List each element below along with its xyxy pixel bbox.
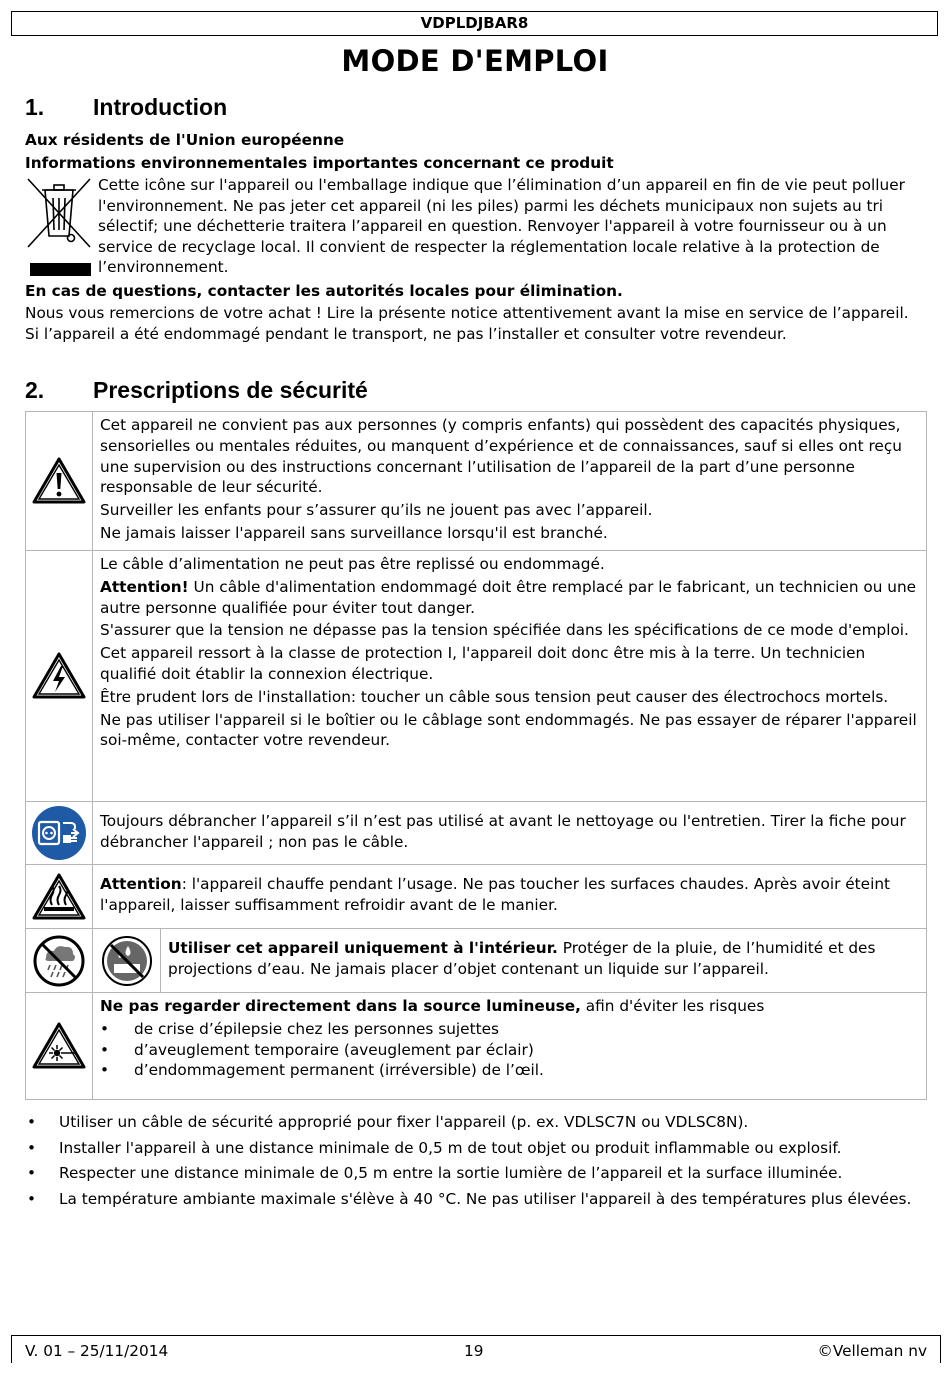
crossed-bin-icon bbox=[25, 176, 93, 250]
safety-icon-cell bbox=[26, 929, 93, 993]
version-date: V. 01 – 25/11/2014 bbox=[25, 1342, 169, 1360]
safety-paragraph: Ne pas utiliser l'appareil si le boîtier ou le câblage sont endommagés. Ne pas essayer de réparer l'appareil soi-même, contacter votre revendeur. bbox=[100, 710, 917, 750]
section-heading-introduction bbox=[25, 94, 227, 121]
model-number: VDPLDJBAR8 bbox=[420, 14, 529, 32]
safety-icon-cell bbox=[26, 993, 93, 1100]
light-source-text: afin d'éviter les risques bbox=[580, 997, 765, 1015]
safety-row-indoor-use bbox=[26, 929, 927, 993]
attention-text: Un câble d'alimentation endommagé doit être remplacé par le fabricant, un technicien ou une autre personne qualifiée pour éviter tout danger. bbox=[100, 577, 917, 617]
section-title: Prescriptions de sécurité bbox=[93, 377, 368, 403]
list-item: • d’aveuglement temporaire (aveuglement par éclair) bbox=[100, 1040, 918, 1061]
attention-label: Attention bbox=[100, 875, 182, 894]
safety-row-light-source bbox=[26, 993, 927, 1100]
safety-paragraph bbox=[100, 874, 918, 916]
no-rain-icon bbox=[32, 934, 86, 988]
safety-paragraph: Cet appareil ressort à la classe de protection I, l'appareil doit donc être mis à la terre. Un technicien qualifié doit établir la connexion électrique. bbox=[100, 644, 866, 683]
section-number: 1. bbox=[25, 94, 45, 120]
safety-paragraph: Ne jamais laisser l'appareil sans surveillance lorsqu'il est branché. bbox=[100, 523, 608, 542]
safety-paragraph bbox=[100, 996, 918, 1017]
section-number: 2. bbox=[25, 377, 45, 403]
page-number: 19 bbox=[464, 1342, 484, 1360]
warning-triangle-icon bbox=[31, 456, 87, 506]
safety-paragraph: Surveiller les enfants pour s’assurer qu’ils ne jouent pas avec l’appareil. bbox=[100, 501, 653, 520]
safety-icon-cell bbox=[26, 551, 93, 802]
light-source-label: Ne pas regarder directement dans la source lumineuse, bbox=[100, 997, 581, 1015]
attention-text: : l'appareil chauffe pendant l’usage. Ne pas toucher les surfaces chaudes. Après avoir éteint l'appareil, laisser suffisamment refroidir avant de le manier. bbox=[100, 875, 891, 914]
safety-table bbox=[25, 411, 927, 1100]
document-title: MODE D'EMPLOI bbox=[341, 44, 609, 78]
safety-icon-cell bbox=[93, 929, 161, 993]
hot-surface-icon bbox=[31, 872, 87, 922]
list-item: • Utiliser un câble de sécurité approprié pour fixer l'appareil (p. ex. VDLSC7N ou VDLSC8N). bbox=[25, 1112, 930, 1133]
laser-radiation-icon bbox=[31, 1021, 87, 1071]
safety-row-electrical bbox=[26, 551, 927, 802]
high-voltage-icon bbox=[31, 651, 87, 701]
safety-text-cell bbox=[93, 993, 927, 1100]
light-risk-list bbox=[100, 1019, 918, 1081]
list-item: • d’endommagement permanent (irréversible) de l’œil. bbox=[100, 1060, 918, 1081]
safety-paragraph: Être prudent lors de l'installation: toucher un câble sous tension peut causer des électrochocs mortels. bbox=[100, 687, 889, 706]
safety-row-unplug bbox=[26, 802, 927, 865]
safety-text-cell bbox=[93, 802, 927, 865]
list-item: • Respecter une distance minimale de 0,5 m entre la sortie lumière de l’appareil et la surface illuminée. bbox=[25, 1163, 930, 1184]
safety-icon-cell bbox=[26, 802, 93, 865]
safety-text-cell bbox=[161, 929, 927, 993]
header-model-box bbox=[11, 11, 938, 36]
safety-paragraph: S'assurer que la tension ne dépasse pas la tension spécifiée dans les spécifications de ce mode d'emploi. bbox=[100, 621, 909, 640]
safety-row-general bbox=[26, 412, 927, 551]
safety-paragraph: Cet appareil ne convient pas aux personnes (y compris enfants) qui possèdent des capacités physiques, sensorielles ou mentales réduites, ou manquent d’expérience et de connaissances, sauf si elles ont reçu une supervision ou des instructions concernant l’utilisation de l’appareil de la part d’une personne responsable de leur sécurité. bbox=[100, 416, 902, 497]
no-liquid-icon bbox=[100, 934, 154, 988]
safety-paragraph: Le câble d’alimentation ne peut pas être replissé ou endommagé. bbox=[100, 555, 605, 573]
safety-paragraph bbox=[168, 938, 918, 980]
section-title: Introduction bbox=[93, 94, 228, 120]
safety-paragraph bbox=[100, 577, 918, 619]
safety-icon-cell bbox=[26, 865, 93, 929]
questions-note: En cas de questions, contacter les autorités locales pour élimination. bbox=[25, 282, 623, 300]
section-heading-safety bbox=[25, 377, 368, 404]
list-item: • de crise d’épilepsie chez les personnes sujettes bbox=[100, 1019, 918, 1040]
safety-bullet-list bbox=[25, 1112, 930, 1214]
safety-text-cell bbox=[93, 865, 927, 929]
weee-description: Cette icône sur l'appareil ou l'emballage indique que l’élimination d’un appareil en fin de vie peut polluer l'environnement. Ne pas jeter cet appareil (ni les piles) parmi les déchets municipaux non sujets au tri sélectif; une déchetterie traitera l’appareil en question. Renvoyer l'appareil à votre fournisseur ou à un service de recyclage local. Il convient de respecter la réglementation locale relative à la protection de l’environnement. bbox=[98, 176, 905, 277]
unplug-mandatory-icon bbox=[31, 805, 87, 861]
page-footer bbox=[11, 1335, 941, 1363]
copyright: ©Velleman nv bbox=[817, 1342, 927, 1360]
env-info-heading: Informations environnementales importantes concernant ce produit bbox=[25, 154, 614, 172]
safety-text-cell bbox=[93, 551, 927, 802]
thanks-paragraph: Nous vous remercions de votre achat ! Lire la présente notice attentivement avant la mise en service de l’appareil. Si l’appareil a été endommagé pendant le transport, ne pas l’installer et consulter votre revendeur. bbox=[25, 304, 909, 343]
indoor-use-text: Protéger de la pluie, de l’humidité et des projections d’eau. Ne jamais placer d’objet contenant un liquide sur l’appareil. bbox=[168, 939, 876, 978]
safety-icon-cell bbox=[26, 412, 93, 551]
eu-residents-heading: Aux résidents de l'Union européenne bbox=[25, 131, 345, 149]
safety-text-cell bbox=[93, 412, 927, 551]
weee-black-bar bbox=[30, 263, 91, 276]
safety-row-hot-surface bbox=[26, 865, 927, 929]
list-item: • La température ambiante maximale s'élève à 40 °C. Ne pas utiliser l'appareil à des températures plus élevées. bbox=[25, 1189, 930, 1210]
attention-label: Attention! bbox=[100, 577, 189, 596]
indoor-use-label: Utiliser cet appareil uniquement à l'intérieur. bbox=[168, 939, 558, 958]
list-item: • Installer l'appareil à une distance minimale de 0,5 m de tout objet ou produit inflammable ou explosif. bbox=[25, 1138, 930, 1159]
safety-paragraph: Toujours débrancher l’appareil s’il n’est pas utilisé at avant le nettoyage ou l'entretien. Tirer la fiche pour débrancher l'appareil ; non pas le câble. bbox=[100, 811, 906, 851]
